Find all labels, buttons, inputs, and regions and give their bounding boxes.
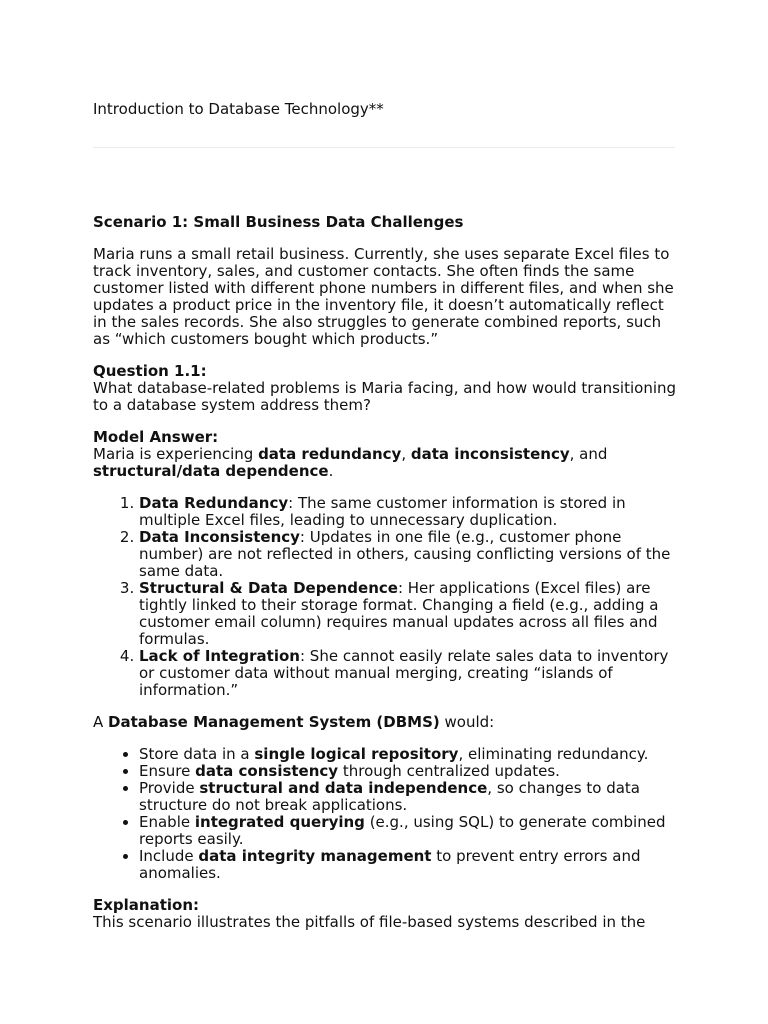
problem-term: Data Redundancy <box>139 494 289 512</box>
benefit-item <box>139 746 678 763</box>
answer-term-dependence: structural/data dependence <box>93 462 329 480</box>
problem-term: Lack of Integration <box>139 647 300 665</box>
answer-lead-prefix: Maria is experiencing <box>93 445 259 463</box>
benefit-item <box>139 848 678 882</box>
benefit-item <box>139 814 678 848</box>
answer-separator: , and <box>569 445 608 463</box>
model-answer-label: Model Answer: <box>93 428 219 446</box>
benefit-term: single logical repository <box>254 745 459 763</box>
problem-text: : Updates in one file (e.g., customer phone number) are not reflected in others, causing conflicting versions of the same data. <box>139 528 671 580</box>
benefit-prefix: Provide <box>139 779 200 797</box>
document-title: Introduction to Database Technology** <box>93 100 384 118</box>
problem-item <box>139 648 678 699</box>
question-label: Question 1.1: <box>93 362 207 380</box>
problem-item <box>139 529 678 580</box>
dbms-intro <box>93 714 678 731</box>
document-body <box>93 214 678 946</box>
benefit-term: data integrity management <box>198 847 432 865</box>
question-text: What database-related problems is Maria facing, and how would transitioning to a database system address them? <box>93 379 677 414</box>
benefit-item <box>139 780 678 814</box>
problem-term: Data Inconsistency <box>139 528 300 546</box>
benefit-suffix: through centralized updates. <box>338 762 560 780</box>
problem-text: : The same customer information is stored in multiple Excel files, leading to unnecessary duplication. <box>139 494 626 529</box>
answer-separator: , <box>401 445 411 463</box>
explanation-text: This scenario illustrates the pitfalls of file-based systems described in the <box>93 913 646 931</box>
benefit-prefix: Include <box>139 847 199 865</box>
problem-term: Structural & Data Dependence <box>139 579 398 597</box>
problem-text: : Her applications (Excel files) are tightly linked to their storage format. Changing a field (e.g., adding a customer email column) requires manual updates across all files and formulas. <box>139 579 659 648</box>
explanation-block <box>93 897 678 931</box>
benefit-suffix: , so changes to data structure do not break applications. <box>139 779 640 814</box>
answer-term-inconsistency: data inconsistency <box>410 445 570 463</box>
problem-item <box>139 580 678 648</box>
benefit-suffix: , eliminating redundancy. <box>458 745 649 763</box>
benefit-prefix: Store data in a <box>139 745 255 763</box>
model-answer-block <box>93 429 678 480</box>
dbms-term: Database Management System (DBMS) <box>108 713 440 731</box>
dbms-prefix: A <box>93 713 109 731</box>
benefit-prefix: Ensure <box>139 762 196 780</box>
benefit-prefix: Enable <box>139 813 195 831</box>
explanation-label: Explanation: <box>93 896 200 914</box>
problems-list <box>93 495 678 699</box>
problem-item <box>139 495 678 529</box>
benefit-term: structural and data independence <box>199 779 488 797</box>
benefit-term: integrated querying <box>194 813 365 831</box>
benefit-suffix: to prevent entry errors and anomalies. <box>139 847 641 882</box>
problem-text: : She cannot easily relate sales data to inventory or customer data without manual merging, creating “islands of information.” <box>139 647 669 699</box>
scenario-intro: Maria runs a small retail business. Currently, she uses separate Excel files to track inventory, sales, and customer contacts. She often finds the same customer listed with different phone numbers in different files, and when she updates a product price in the inventory file, it doesn’t automatically reflect in the sales records. She also struggles to generate combined reports, such as “which customers bought which products.” <box>93 245 674 348</box>
answer-lead-suffix: . <box>328 462 334 480</box>
benefit-suffix: (e.g., using SQL) to generate combined reports easily. <box>139 813 666 848</box>
horizontal-divider <box>93 147 675 148</box>
scenario-heading: Scenario 1: Small Business Data Challenges <box>93 213 464 231</box>
question-block <box>93 363 678 414</box>
benefit-item <box>139 763 678 780</box>
dbms-suffix: would: <box>439 713 495 731</box>
benefit-term: data consistency <box>195 762 339 780</box>
answer-term-redundancy: data redundancy <box>258 445 402 463</box>
benefits-list <box>93 746 678 882</box>
